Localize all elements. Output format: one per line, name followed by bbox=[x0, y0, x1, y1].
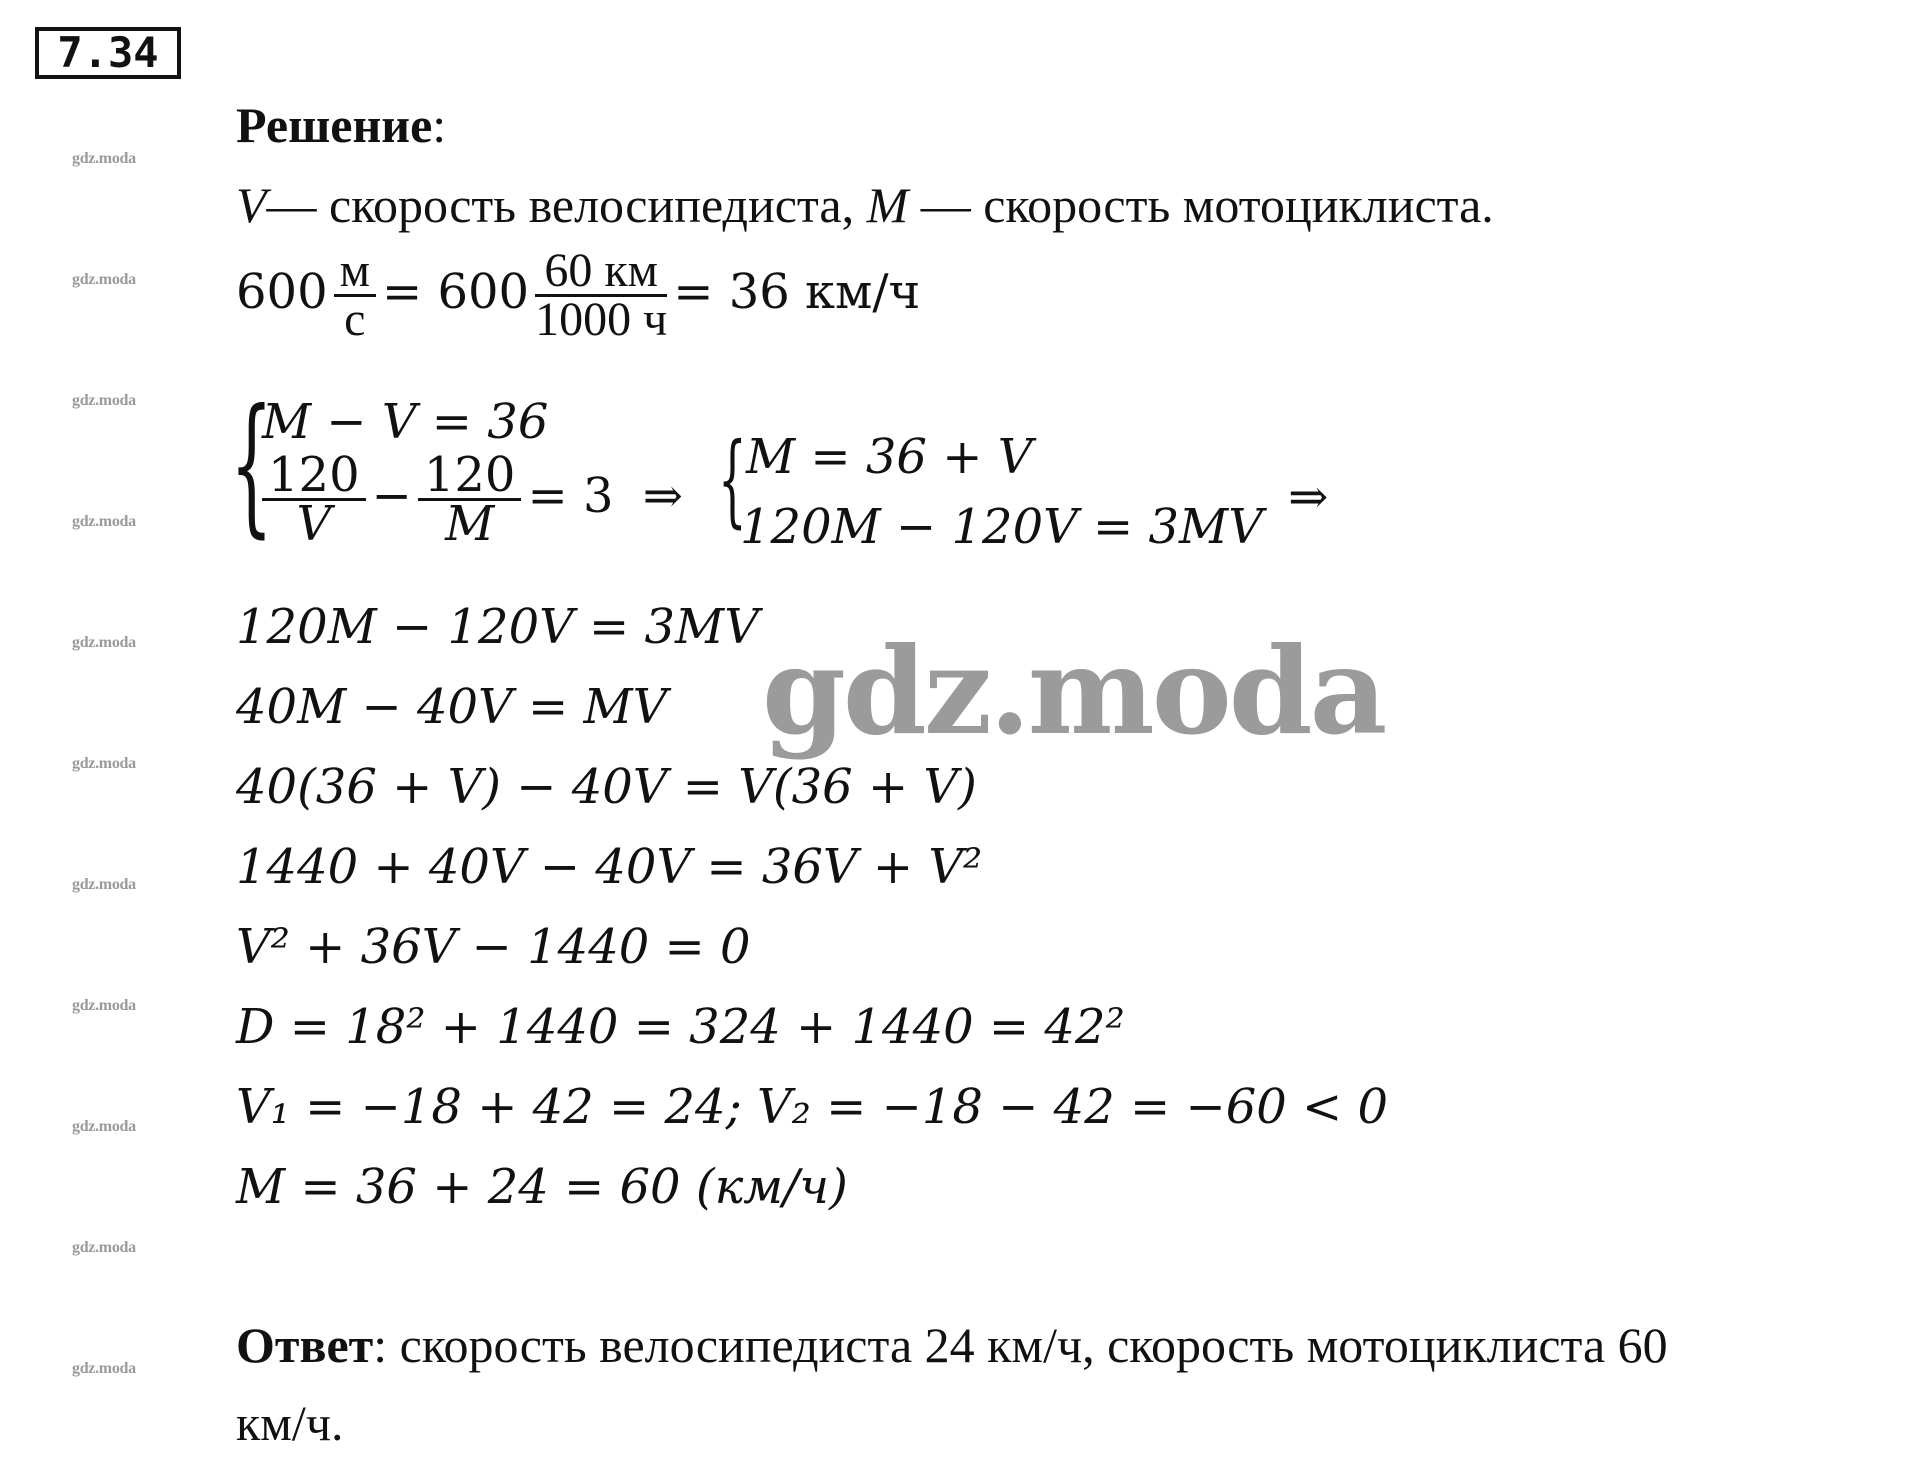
intro-m-desc: — скорость мотоциклиста. bbox=[908, 177, 1494, 233]
step-line: 120M − 120V = 3MV bbox=[236, 599, 759, 655]
solution-heading bbox=[236, 96, 446, 154]
fraction-numerator: 60 км bbox=[535, 248, 667, 297]
step-line: M = 36 + 24 = 60 (км/ч) bbox=[236, 1159, 848, 1215]
watermark-small: gdz.moda bbox=[72, 634, 136, 651]
system2-equation1: M = 36 + V bbox=[746, 429, 1033, 485]
conversion-line bbox=[236, 244, 921, 346]
fraction-numerator: 120 bbox=[418, 452, 522, 501]
conversion-lead: 600 bbox=[236, 264, 328, 320]
implies-arrow: ⇒ bbox=[1288, 469, 1329, 525]
var-v: V bbox=[236, 177, 267, 233]
watermark-small: gdz.moda bbox=[72, 1239, 136, 1256]
watermark-small: gdz.moda bbox=[72, 755, 136, 772]
step-line: V₁ = −18 + 42 = 24; V₂ = −18 − 42 = −60 < 0 bbox=[236, 1079, 1389, 1135]
answer-label: Ответ bbox=[236, 1317, 374, 1373]
solution-label: Решение bbox=[236, 97, 433, 153]
step-line: 40(36 + V) − 40V = V(36 + V) bbox=[236, 759, 977, 815]
answer-text: : скорость велосипедиста 24 км/ч, скорость мотоциклиста 60 bbox=[373, 1317, 1668, 1373]
system1-rhs: = 3 bbox=[527, 468, 614, 524]
intro-line bbox=[236, 176, 1494, 234]
fraction-denominator: V bbox=[296, 496, 332, 552]
fraction-denominator: 1000 ч bbox=[535, 293, 668, 346]
watermark-small: gdz.moda bbox=[72, 997, 136, 1014]
answer-line-2 bbox=[236, 1394, 343, 1452]
answer-text-continued: км/ч. bbox=[236, 1395, 344, 1451]
fraction-120-v bbox=[262, 447, 366, 552]
watermark-small: gdz.moda bbox=[72, 271, 136, 288]
conversion-result: = 36 км/ч bbox=[673, 264, 921, 320]
system-brace-left: { bbox=[230, 378, 273, 552]
system1-row1 bbox=[262, 393, 548, 451]
system-brace-right: { bbox=[718, 421, 747, 538]
unit-denominator: с bbox=[344, 293, 366, 346]
fraction-numerator: 120 bbox=[262, 452, 366, 501]
system2-row2 bbox=[740, 469, 1329, 556]
watermark-small: gdz.moda bbox=[72, 1118, 136, 1135]
fraction-denominator: M bbox=[445, 496, 495, 552]
system1-equation1: M − V = 36 bbox=[262, 394, 549, 450]
minus-sign: − bbox=[371, 468, 412, 524]
system2-equation2: 120M − 120V = 3MV bbox=[740, 499, 1263, 555]
watermark-large: gdz.moda bbox=[762, 621, 1385, 762]
conversion-fraction bbox=[535, 244, 668, 346]
intro-v-desc: — скорость велосипедиста, bbox=[266, 177, 867, 233]
problem-number: 7.34 bbox=[35, 27, 181, 79]
system1-row2 bbox=[256, 447, 683, 552]
answer-line-1 bbox=[236, 1316, 1668, 1374]
step-line: V² + 36V − 1440 = 0 bbox=[236, 919, 751, 975]
var-m: M bbox=[866, 177, 909, 233]
step-line: 40M − 40V = MV bbox=[236, 679, 668, 735]
step-line: 1440 + 40V − 40V = 36V + V² bbox=[236, 839, 983, 895]
unit-numerator: м bbox=[334, 248, 376, 297]
watermark-small: gdz.moda bbox=[72, 513, 136, 530]
fraction-120-m bbox=[418, 447, 522, 552]
watermark-small: gdz.moda bbox=[72, 150, 136, 167]
watermark-small: gdz.moda bbox=[72, 392, 136, 409]
system2-row1 bbox=[746, 428, 1032, 486]
solution-colon: : bbox=[432, 97, 447, 153]
implies-arrow: ⇒ bbox=[642, 468, 683, 524]
watermark-small: gdz.moda bbox=[72, 876, 136, 893]
step-line: D = 18² + 1440 = 324 + 1440 = 42² bbox=[236, 999, 1125, 1055]
watermark-small: gdz.moda bbox=[72, 1360, 136, 1377]
unit-fraction bbox=[334, 244, 376, 346]
conversion-mid: = 600 bbox=[382, 264, 530, 320]
